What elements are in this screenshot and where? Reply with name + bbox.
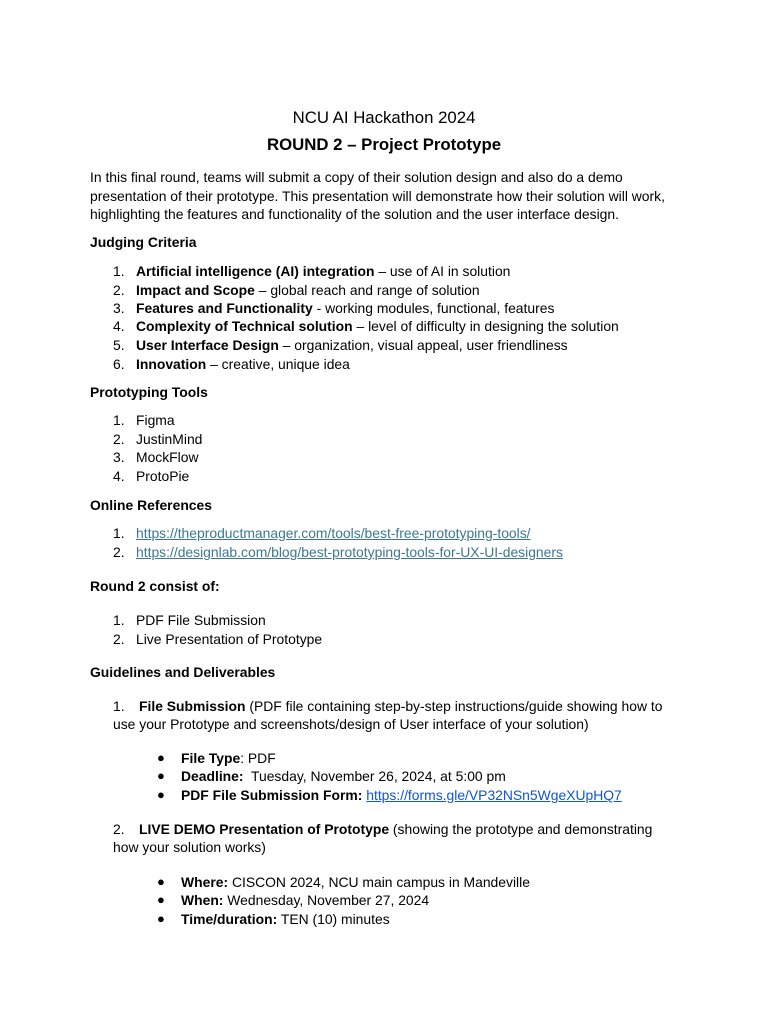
bullet-value: Wednesday, November 27, 2024 <box>227 892 430 908</box>
bullet-label: PDF File Submission Form: <box>181 787 363 803</box>
list-item <box>136 299 554 317</box>
bullet-item <box>181 749 276 767</box>
list-item <box>136 336 568 354</box>
bullet-label: Time/duration: <box>181 911 278 927</box>
bullet-value: Tuesday, November 26, 2024, at 5:00 pm <box>251 768 506 784</box>
list-number: 3. <box>113 300 125 316</box>
bullet-label: Deadline: <box>181 768 244 784</box>
live-demo-description: (showing the prototype and demonstrating <box>389 821 653 837</box>
file-submission-title: File Submission <box>139 698 246 714</box>
criterion-name: Complexity of Technical solution <box>136 318 353 334</box>
intro-line: In this final round, teams will submit a copy of their solution design and also do a demo <box>90 169 623 185</box>
list-number: 6. <box>113 356 125 372</box>
bullet-label: When: <box>181 892 224 908</box>
bullet-item <box>181 891 429 909</box>
list-number: 1. <box>113 525 125 541</box>
document-subtitle: ROUND 2 – Project Prototype <box>266 135 502 154</box>
bullet-icon: ● <box>157 787 165 802</box>
list-number: 1. <box>113 612 125 628</box>
list-number: 1. <box>113 263 125 279</box>
criterion-description: – level of difficulty in designing the solution <box>352 318 619 334</box>
list-item: Live Presentation of Prototype <box>136 631 323 647</box>
judging-criteria-heading: Judging Criteria <box>90 234 197 250</box>
list-item <box>136 355 350 373</box>
list-number: 1. <box>113 412 125 428</box>
bullet-icon: ● <box>157 892 165 907</box>
list-item <box>136 262 510 280</box>
criterion-name: Impact and Scope <box>136 282 255 298</box>
list-item <box>136 281 480 299</box>
list-item: JustinMind <box>136 431 203 447</box>
intro-line: presentation of their prototype. This presentation will demonstrate how their solution will work, <box>90 187 665 204</box>
criterion-name: Artificial intelligence (AI) integration <box>136 263 375 279</box>
bullet-value: TEN (10) minutes <box>280 911 390 927</box>
list-number: 4. <box>113 318 125 334</box>
list-item: ProtoPie <box>136 468 190 484</box>
live-demo-title: LIVE DEMO Presentation of Prototype <box>139 821 390 837</box>
bullet-icon: ● <box>157 911 165 926</box>
bullet-item <box>181 767 506 785</box>
file-submission-description: (PDF file containing step-by-step instructions/guide showing how to <box>245 698 663 714</box>
bullet-value: CISCON 2024, NCU main campus in Mandeville <box>231 874 530 890</box>
bullet-icon: ● <box>157 768 165 783</box>
online-references-heading: Online References <box>90 497 212 513</box>
bullet-separator <box>244 768 251 784</box>
bullet-item <box>181 873 530 891</box>
prototyping-tools-heading: Prototyping Tools <box>90 384 208 400</box>
bullet-label: File Type <box>181 750 241 766</box>
round2-heading: Round 2 consist of: <box>90 578 220 594</box>
criterion-description: – global reach and range of solution <box>254 282 480 298</box>
list-item: PDF File Submission <box>136 612 266 628</box>
list-number: 5. <box>113 337 125 353</box>
guidelines-heading: Guidelines and Deliverables <box>90 664 276 680</box>
criterion-description: - working modules, functional, features <box>312 300 555 316</box>
bullet-icon: ● <box>157 750 165 765</box>
live-demo-line <box>139 820 652 838</box>
criterion-description: – creative, unique idea <box>206 356 350 372</box>
file-submission-description-cont: use your Prototype and screenshots/design of User interface of your solution) <box>113 716 589 732</box>
bullet-separator: : <box>240 750 248 766</box>
list-number: 1. <box>113 698 125 714</box>
bullet-icon: ● <box>157 874 165 889</box>
intro-paragraph <box>90 168 690 224</box>
bullet-value: PDF <box>247 750 276 766</box>
file-submission-line <box>139 697 662 715</box>
list-number: 2. <box>113 431 125 447</box>
submission-form-link[interactable]: https://forms.gle/VP32NSn5WgeXUpHQ7 <box>366 787 622 803</box>
criterion-description: – organization, visual appeal, user friendliness <box>278 337 568 353</box>
reference-link[interactable]: https://theproductmanager.com/tools/best-free-prototyping-tools/ <box>136 525 531 541</box>
list-number: 2. <box>113 821 125 837</box>
bullet-label: Where: <box>181 874 229 890</box>
criterion-description: – use of AI in solution <box>374 263 511 279</box>
criterion-name: User Interface Design <box>136 337 279 353</box>
bullet-item <box>181 786 622 804</box>
list-item: Figma <box>136 412 175 428</box>
criterion-name: Features and Functionality <box>136 300 313 316</box>
bullet-item <box>181 910 390 928</box>
list-number: 2. <box>113 282 125 298</box>
list-number: 4. <box>113 468 125 484</box>
list-number: 2. <box>113 631 125 647</box>
list-item: MockFlow <box>136 449 199 465</box>
intro-line: highlighting the features and functionality of the solution and the user interface design. <box>90 206 619 223</box>
reference-link[interactable]: https://designlab.com/blog/best-prototyping-tools-for-UX-UI-designers <box>136 544 563 560</box>
criterion-name: Innovation <box>136 356 207 372</box>
document-title: NCU AI Hackathon 2024 <box>292 108 476 127</box>
list-item <box>136 317 619 335</box>
list-number: 2. <box>113 544 125 560</box>
live-demo-description-cont: how your solution works) <box>113 839 266 855</box>
list-number: 3. <box>113 449 125 465</box>
